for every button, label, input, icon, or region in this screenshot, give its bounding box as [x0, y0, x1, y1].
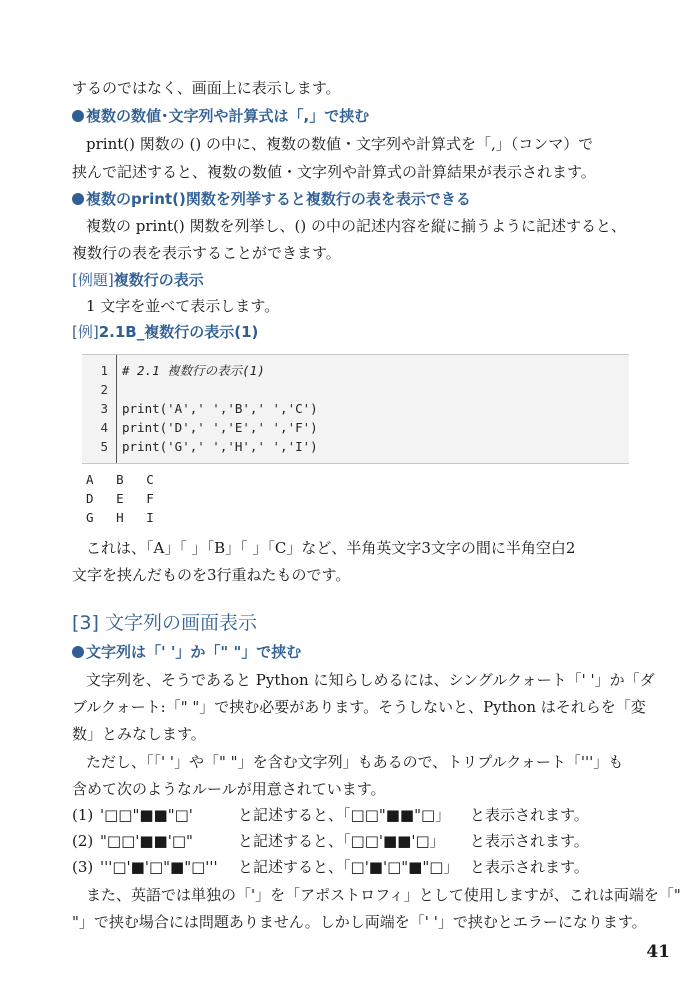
output-line: D E F	[86, 491, 154, 506]
code-text: print('G',' ','H',' ','I')	[122, 439, 318, 454]
example-file-label	[72, 322, 258, 342]
bullet-dot-icon	[72, 646, 84, 658]
line-number: 3	[100, 401, 108, 416]
code-line	[82, 361, 629, 380]
code-block	[82, 354, 629, 464]
example-file-name: 2.1B_複数行の表示(1)	[98, 323, 259, 341]
rule-written-form: '□□"■■"□'	[100, 806, 193, 824]
rule-shown-form: 「□□'■■'□」	[343, 832, 445, 850]
paragraph-line: 文字列を、そうであると Python に知らしめるには、シングルクォート「' '」か「ダ	[86, 671, 655, 689]
code-line	[82, 380, 629, 399]
example-file-tag: [例]	[72, 323, 99, 341]
rule-ending: と表示されます。	[470, 858, 589, 876]
heading-text: 文字列は「' '」か「" "」で挟む	[86, 643, 302, 661]
rule-ending: と表示されます。	[470, 832, 589, 850]
heading-text: 複数のprint()関数を列挙すると複数行の表を表示できる	[86, 190, 471, 208]
rule-shown-form: 「□□"■■"□」	[343, 806, 451, 824]
paragraph-line: "」で挟む場合には問題ありません。しかし両端を「' '」で挟むとエラーになります。	[72, 913, 647, 931]
rule-connector	[238, 831, 445, 851]
code-text: print('A',' ','B',' ','C')	[122, 401, 318, 416]
rule-written-form: "□□'■■'□"	[100, 832, 193, 850]
rule-label: (2)	[72, 832, 94, 850]
paragraph-line: 文字を挟んだものを3行重ねたものです。	[72, 566, 351, 584]
heading-multiple-print	[72, 189, 471, 209]
paragraph-line: 含めて次のようなルールが用意されています。	[72, 780, 386, 798]
intro-line: するのではなく、画面上に表示します。	[72, 79, 341, 97]
rule-written-form: '''□'■'□"■"□'''	[100, 858, 218, 876]
heading-string-quotes	[72, 642, 301, 662]
rule-connector-text: と記述すると、	[238, 806, 344, 824]
paragraph-line: これは、「A」「 」「B」「 」「C」など、半角英文字3文字の間に半角空白2	[86, 539, 576, 557]
paragraph-line: 数」とみなします。	[72, 725, 206, 743]
paragraph-line: print() 関数の () の中に、複数の数値・文字列や計算式を「,」（コンマ）で	[86, 135, 594, 153]
paragraph-line: ただし、「「' '」や「" "」を含む文字列」もあるので、トリプルクォート「'''」も	[86, 753, 624, 771]
code-text: print('D',' ','E',' ','F')	[122, 420, 318, 435]
rule-label: (1)	[72, 806, 94, 824]
rule-label: (3)	[72, 858, 94, 876]
heading-text: 複数の数値･文字列や計算式は「,」で挟む	[86, 107, 370, 125]
code-text: # 2.1 複数行の表示(1)	[122, 363, 265, 378]
rule-shown-form: 「□'■'□"■"□」	[343, 858, 459, 876]
output-line: A B C	[86, 472, 154, 487]
paragraph-line: 複数行の表を表示することができます。	[72, 244, 341, 262]
code-line	[82, 399, 629, 418]
line-number: 1	[100, 363, 108, 378]
line-number: 2	[100, 382, 108, 397]
line-number: 5	[100, 439, 108, 454]
paragraph-line: また、英語では単独の「'」を「アポストロフィ」として使用しますが、これは両端を「"	[86, 886, 681, 904]
example-title	[72, 270, 204, 290]
paragraph-line: 複数の print() 関数を列挙し、() の中の記述内容を縦に揃うように記述すると、	[86, 217, 626, 235]
rule-connector	[238, 857, 458, 877]
bullet-dot-icon	[72, 110, 84, 122]
rule-connector-text: と記述すると、	[238, 832, 344, 850]
page-number: 41	[646, 942, 670, 962]
rule-connector	[238, 805, 450, 825]
example-description: 1 文字を並べて表示します。	[86, 297, 280, 315]
bullet-dot-icon	[72, 193, 84, 205]
example-tag: [例題]	[72, 271, 114, 289]
code-line	[82, 437, 629, 456]
rule-ending: と表示されます。	[470, 806, 589, 824]
heading-multiple-values	[72, 106, 369, 126]
section-title: [3] 文字列の画面表示	[72, 612, 257, 634]
paragraph-line: ブルクォート:「" "」で挟む必要があります。そうしないと、Python はそれらを「変	[72, 698, 646, 716]
example-title-text: 複数行の表示	[113, 271, 204, 289]
code-line	[82, 418, 629, 437]
rule-connector-text: と記述すると、	[238, 858, 344, 876]
line-number: 4	[100, 420, 108, 435]
output-line: G H I	[86, 510, 154, 525]
paragraph-line: 挟んで記述すると、複数の数値・文字列や計算式の計算結果が表示されます。	[72, 163, 596, 181]
